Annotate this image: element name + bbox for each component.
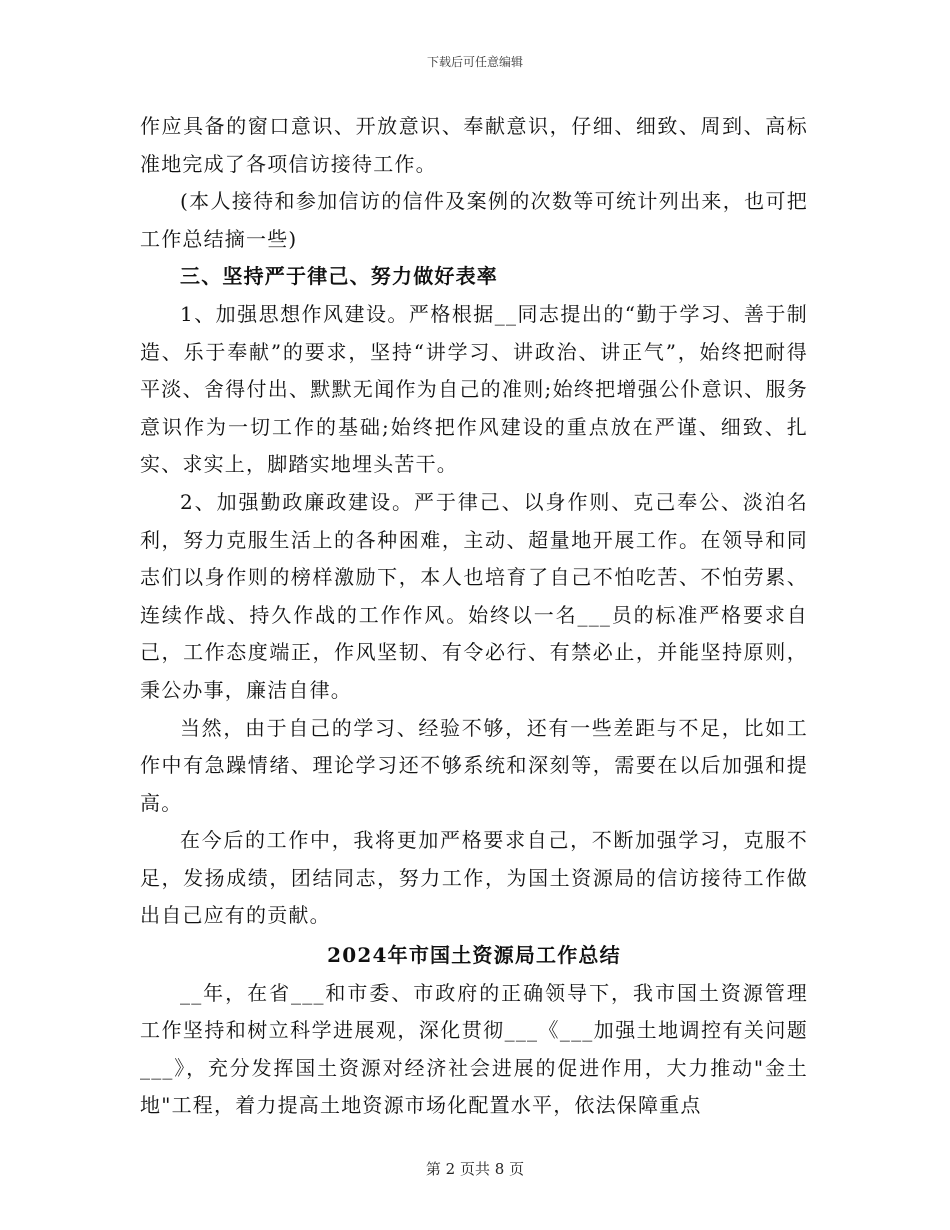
paragraph-continuation: 作应具备的窗口意识、开放意识、奉献意识，仔细、细致、周到、高标准地完成了各项信访接待工作。: [140, 114, 808, 176]
paragraph-shortcomings: 当然，由于自己的学习、经验不够，还有一些差距与不足，比如工作中有急躁情绪、理论学习还不够系统和深刻等，需要在以后加强和提高。: [140, 715, 808, 815]
document-title: 2024年市国土资源局工作总结: [327, 943, 621, 968]
page-header: 下载后可任意编辑: [426, 55, 523, 69]
paragraph-item-1: 1、加强思想作风建设。严格根据__同志提出的“勤于学习、善于制造、乐于奉献”的要求，坚持“讲学习、讲政治、讲正气”，始终把耐得平淡、舍得付出、默默无闻作为自己的准则;始终把增强公仆意识、服务意识作为一切工作的基础;始终把作风建设的重点放在严谨、细致、扎实、求实上，脚踏实地埋头苦干。: [140, 301, 808, 477]
paragraph-intro: __年，在省___和市委、市政府的正确领导下，我市国土资源管理工作坚持和树立科学进展观，深化贯彻___《___加强土地调控有关问题___》，充分发挥国土资源对经济社会进展的促进作用，大力推动"金土地"工程，着力提高土地资源市场化配置水平，依法保障重点: [140, 980, 808, 1118]
section-heading: 三、坚持严于律己、努力做好表率: [180, 264, 498, 289]
paragraph-item-2: 2、加强勤政廉政建设。严于律己、以身作则、克己奉公、淡泊名利，努力克服生活上的各种困难，主动、超量地开展工作。在领导和同志们以身作则的榜样激励下，本人也培育了自己不怕吃苦、不怕劳累、连续作战、持久作战的工作作风。始终以一名___员的标准严格要求自己，工作态度端正，作风坚韧、有令必行、有禁必止，并能坚持原则，秉公办事，廉洁自律。: [140, 489, 808, 702]
document-body: [140, 108, 808, 1125]
page-footer: 第 2 页共 8 页: [425, 1160, 525, 1178]
paragraph-note: (本人接待和参加信访的信件及案例的次数等可统计列出来，也可把工作总结摘一些): [140, 189, 808, 251]
paragraph-future: 在今后的工作中，我将更加严格要求自己，不断加强学习，克服不足，发扬成绩，团结同志，努力工作，为国土资源局的信访接待工作做出自己应有的贡献。: [140, 828, 808, 928]
